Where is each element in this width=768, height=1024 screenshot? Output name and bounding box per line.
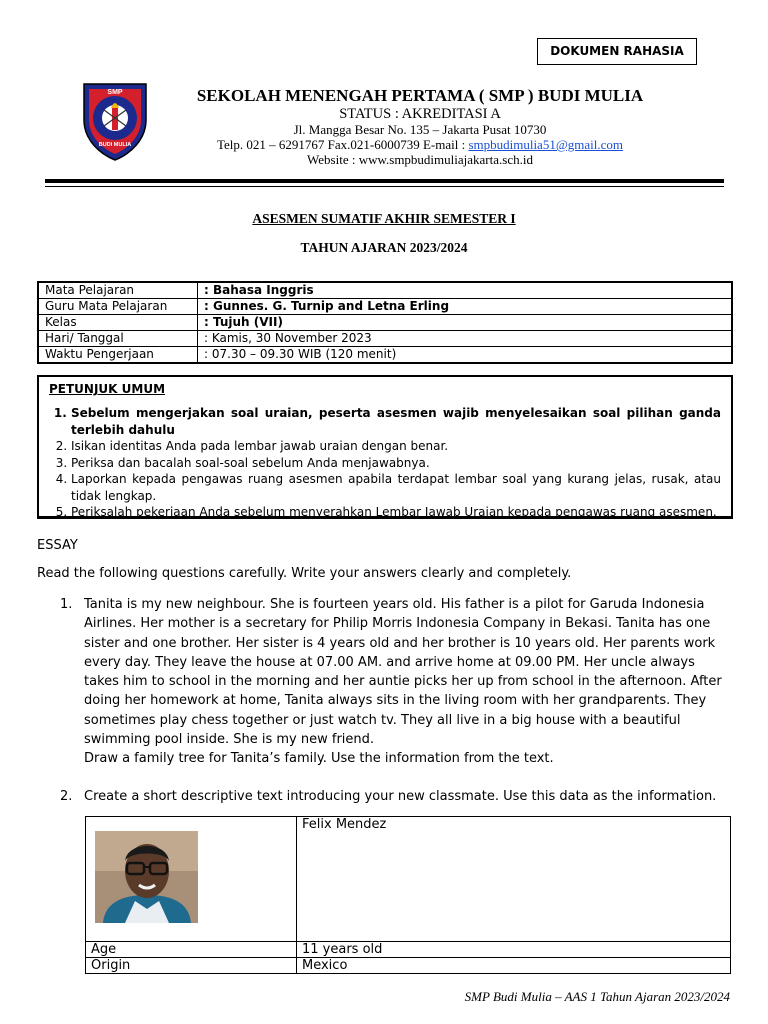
info-row [38,282,732,299]
photo-row [86,817,731,942]
contact-numbers: Telp. 021 – 6291767 Fax.021-6000739 E-mail : [216,137,469,152]
info-key: Guru Mata Pelajaran [38,299,198,315]
info-key: Mata Pelajaran [38,282,198,299]
email-link[interactable]: smpbudimulia51@gmail.com [468,137,624,152]
instruction-item: 2. Isikan identitas Anda pada lembar jawab uraian dengan benar. [71,438,721,455]
student-row [86,942,731,958]
instructions-title: PETUNJUK UMUM [49,382,166,396]
header-rule-thick [45,179,724,183]
instruction-item: 3. Periksa dan bacalah soal-soal sebelum Anda menjawabnya. [71,455,721,472]
student-name: Felix Mendez [297,817,731,942]
info-row [38,347,732,364]
info-value: : 07.30 – 09.30 WIB (120 menit) [198,347,733,364]
info-key: Kelas [38,315,198,331]
info-value: : Bahasa Inggris [198,282,733,299]
school-name: SEKOLAH MENENGAH PERTAMA ( SMP ) BUDI MULIA [196,86,644,105]
directions: Read the following questions carefully. Write your answers clearly and completely. [37,566,572,581]
question-number: 1. [60,597,73,612]
question-text: Create a short descriptive text introducing your new classmate. Use this data as the information. [84,789,717,804]
question-number: 2. [60,789,73,804]
question-task: Draw a family tree for Tanita’s family. Use the information from the text. [84,751,554,767]
photo-cell [86,817,297,942]
letterhead [155,86,685,167]
student-photo [95,831,198,923]
info-value: : Tujuh (VII) [198,315,733,331]
instruction-item: 5. Periksalah pekerjaan Anda sebelum menyerahkan Lembar Jawab Uraian kepada pengawas ruang asesmen. [71,504,721,521]
instructions-list [49,405,721,521]
exam-year: TAHUN AJARAN 2023/2024 [300,240,468,255]
student-field-label: Age [86,942,297,958]
info-row [38,315,732,331]
school-status: STATUS : AKREDITASI A [339,106,501,122]
student-data-table [85,816,731,974]
school-logo [80,80,150,162]
info-row [38,299,732,315]
student-field-value: Mexico [297,958,731,974]
info-value: : Kamis, 30 November 2023 [198,331,733,347]
info-value: : Gunnes. G. Turnip and Letna Erling [198,299,733,315]
info-key: Waktu Pengerjaan [38,347,198,364]
question-text: Tanita is my new neighbour. She is fourteen years old. His father is a pilot for Garuda Indonesia Airlines. Her mother is a secretary for Philip Morris Indonesia Company in Bekasi. Tanita has one sister and one brother. Her sister is 4 years old and her brother is 10 years old. Her parents work every day. They leave the house at 07.00 AM. and arrive home at 09.00 PM. Her uncle always takes him to school in the morning and her auntie picks her up from school in the afternoon. After doing her homework at home, Tanita always sits in the living room with her grandparents. They sometimes play chess together or just watch tv. They all live in a big house with a beautiful swimming pool inside. She is my new friend. [84,597,722,748]
page-footer: SMP Budi Mulia – AAS 1 Tahun Ajaran 2023/2024 [464,989,730,1004]
header-rule-thin [45,186,724,187]
exam-title: ASESMEN SUMATIF AKHIR SEMESTER I [252,211,516,226]
logo-bottom-text: BUDI MULIA [98,142,132,148]
student-row [86,958,731,974]
section-label: ESSAY [37,538,78,553]
instruction-item: 4. Laporkan kepada pengawas ruang asesmen apabila terdapat lembar soal yang kurang jelas, rusak, atau tidak lengkap. [71,471,721,504]
general-instructions [37,375,733,519]
info-key: Hari/ Tanggal [38,331,198,347]
school-website: Website : www.smpbudimuliajakarta.sch.id [307,152,533,167]
instruction-item: 1. Sebelum mengerjakan soal uraian, peserta asesmen wajib menyelesaikan soal pilihan ganda terlebih dahulu [71,405,721,438]
info-row [38,331,732,347]
student-field-value: 11 years old [297,942,731,958]
school-address: Jl. Mangga Besar No. 135 – Jakarta Pusat 10730 [293,122,547,137]
logo-top-text: SMP [107,89,123,96]
confidential-label: DOKUMEN RAHASIA [537,38,697,65]
school-contact [155,137,685,152]
question-1 [60,595,730,769]
student-field-label: Origin [86,958,297,974]
exam-info-table [37,281,733,364]
question-2 [60,787,730,806]
